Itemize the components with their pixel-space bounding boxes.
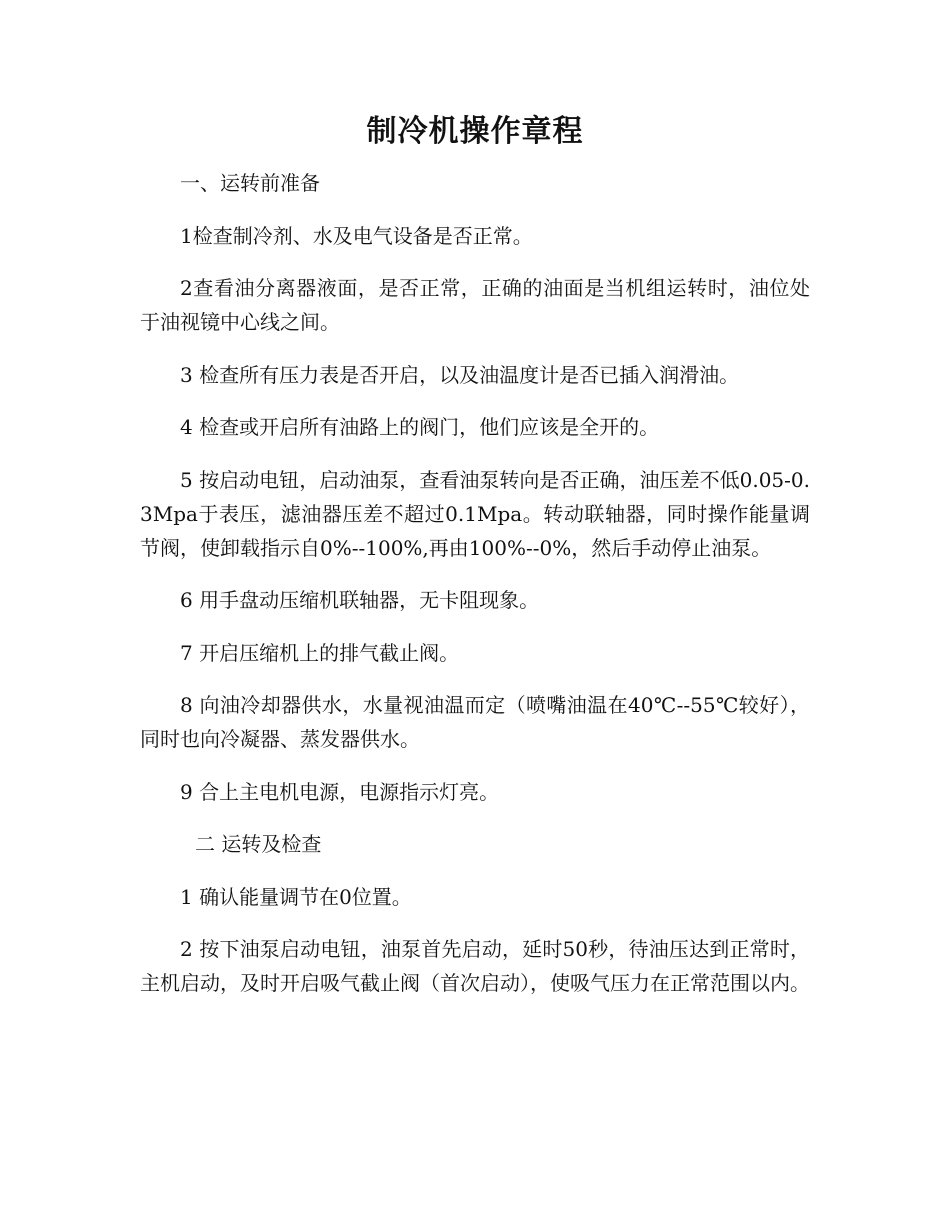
- paragraph-item-5: 5 按启动电钮，启动油泵，查看油泵转向是否正确，油压差不低0.05-0.3Mpa于表压，滤油器压差不超过0.1Mpa。转动联轴器，同时操作能量调节阀，使卸载指示自0%--100%,再由100%--0%，然后手动停止油泵。: [140, 467, 810, 560]
- paragraph-item-3: 3 检查所有压力表是否开启，以及油温度计是否已插入润滑油。: [180, 362, 740, 387]
- paragraph-op-item-2: 2 按下油泵启动电钮，油泵首先启动，延时50秒，待油压达到正常时，主机启动，及时开启吸气截止阀（首次启动），使吸气压力在正常范围以内。: [140, 937, 810, 995]
- paragraph-item-8: 8 向油冷却器供水，水量视油温而定（喷嘴油温在40℃--55℃较好），同时也向冷凝器、蒸发器供水。: [140, 693, 810, 751]
- paragraph-item-2: 2查看油分离器液面，是否正常，正确的油面是当机组运转时，油位处于油视镜中心线之间。: [140, 276, 810, 334]
- document-title: 制冷机操作章程: [366, 114, 584, 149]
- paragraph-item-1: 1检查制冷剂、水及电气设备是否正常。: [180, 223, 533, 248]
- paragraph-op-item-1: 1 确认能量调节在0位置。: [180, 884, 412, 909]
- section-heading-preparation: 一、运转前准备: [180, 171, 320, 195]
- paragraph-item-7: 7 开启压缩机上的排气截止阀。: [180, 640, 460, 665]
- document-body: [140, 166, 810, 1019]
- paragraph-item-9: 9 合上主电机电源，电源指示灯亮。: [180, 779, 500, 804]
- paragraph-item-6: 6 用手盘动压缩机联轴器，无卡阻现象。: [180, 588, 540, 612]
- section-heading-operation: 二 运转及检查: [195, 832, 322, 856]
- paragraph-item-4: 4 检查或开启所有油路上的阀门，他们应该是全开的。: [180, 415, 660, 439]
